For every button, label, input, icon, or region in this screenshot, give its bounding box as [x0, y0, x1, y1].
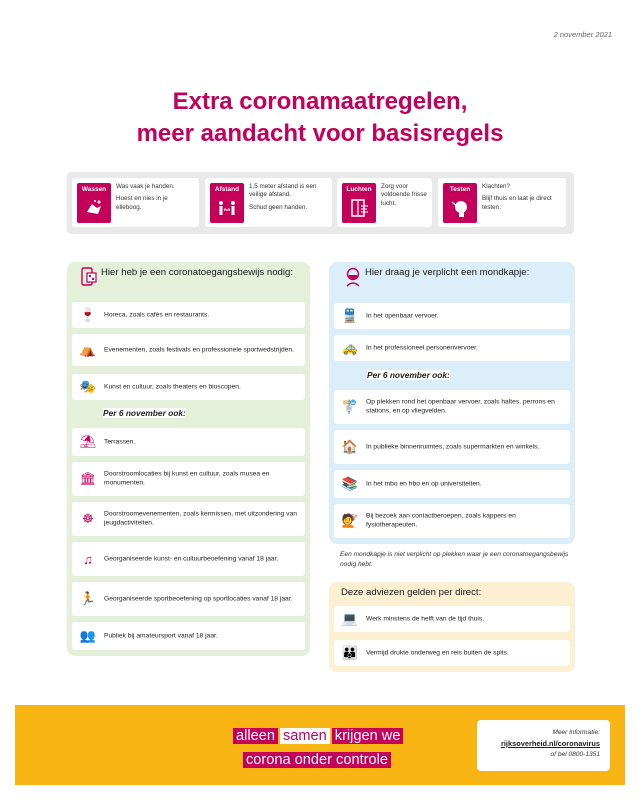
list-item [334, 606, 570, 632]
list-item [72, 622, 305, 650]
item-text: Vermijd drukte onderweg en reis buiten de spits. [366, 649, 509, 657]
item-text: Bij bezoek aan contactberoepen, zoals kappers en fysiotherapeuten. [366, 512, 516, 529]
title-line-2: meer aandacht voor basisregels [136, 120, 504, 147]
bus-stop-icon: 🚏 [341, 399, 359, 414]
item-text: In publieke binnenruimtes, zoals supermarkten en winkels. [366, 443, 540, 451]
museum-icon: 🏛 [79, 471, 97, 486]
item-text: Doorstroomevenementen, zoals kermissen, met uitzondering van jeugdactiviteiten. [104, 510, 297, 527]
window-icon [342, 183, 376, 223]
item-text: In het professioneel personenvervoer. [366, 344, 478, 352]
taxi-icon: 🚕 [341, 340, 359, 355]
rule-line: Klachten? [482, 183, 511, 190]
basic-rules-strip [67, 172, 574, 234]
running-person-icon: 🏃 [79, 591, 97, 606]
list-item [72, 302, 305, 328]
rule-card-wassen [72, 178, 199, 227]
face-mask-heading [365, 267, 565, 279]
shop-icon: 🏠 [341, 439, 359, 454]
rule-card-testen [438, 178, 566, 227]
rule-card-luchten [337, 178, 432, 227]
more-info-box [477, 720, 610, 771]
list-item [334, 430, 570, 464]
distance-icon [210, 183, 244, 223]
books-icon: 📚 [341, 476, 359, 491]
rule-text [482, 183, 560, 216]
theater-masks-icon: 🎭 [79, 379, 97, 394]
page-title [0, 86, 640, 150]
list-item [334, 303, 570, 329]
list-item [334, 335, 570, 361]
laptop-home-icon: 💻 [341, 611, 359, 626]
mask-exemption-note: Een mondkapje is niet verplicht op plekken waar je een coronatoegangsbewijs nodig hebt. [340, 551, 569, 568]
right-subheading: Per 6 november ook: [367, 370, 450, 380]
info-phone: of bel 0800-1351 [550, 751, 600, 758]
rule-line: Zorg voor voldoende frisse lucht. [381, 183, 427, 207]
ferris-wheel-icon: ☸ [82, 511, 94, 526]
list-item [72, 374, 305, 400]
slogan-word: samen [280, 728, 330, 744]
phone-qr-icon [81, 267, 97, 287]
item-text: Georganiseerde sportbeoefening op sportlocaties vanaf 18 jaar. [104, 595, 293, 603]
train-icon: 🚆 [341, 308, 359, 323]
rule-text [116, 183, 194, 216]
list-item [334, 390, 570, 424]
list-item [334, 640, 570, 666]
list-item [72, 462, 305, 496]
item-text: Doorstroomlocaties bij kunst en cultuur, zoals musea en monumenten. [104, 470, 270, 487]
rule-text [381, 183, 427, 212]
list-item [334, 470, 570, 498]
rule-name: Testen [449, 186, 471, 193]
heading-text: Hier heb je een coronatoegangsbewijs nodig: [101, 267, 294, 278]
rule-card-afstand [205, 178, 332, 227]
hairdresser-icon: 💇 [341, 513, 359, 528]
wine-glass-icon: 🍷 [79, 307, 97, 322]
rule-line: Schud geen handen. [249, 203, 308, 211]
item-text: In het openbaar vervoer. [366, 312, 439, 320]
item-text: Evenementen, zoals festivals en professionele sportwedstrijden. [104, 346, 294, 354]
item-text: Georganiseerde kunst- en cultuurbeoefening vanaf 18 jaar. [104, 555, 279, 563]
list-item [72, 582, 305, 616]
publication-date: 2 november 2021 [553, 30, 612, 39]
item-text: Terrassen. [104, 438, 136, 446]
list-item [334, 504, 570, 538]
info-label: Meer informatie: [552, 729, 600, 736]
slogan-line-1 [233, 726, 405, 746]
rule-name: Wassen [81, 186, 107, 193]
hand-washing-icon [77, 183, 111, 223]
list-item [72, 502, 305, 536]
item-text: Horeca, zoals cafés en restaurants. [104, 311, 210, 319]
rule-line: Was vaak je handen. [116, 183, 175, 190]
footer-banner [15, 705, 625, 785]
item-text: Op plekken rond het openbaar vervoer, zoals haltes, perrons en stations, en op vliegvelden. [366, 398, 555, 415]
left-subheading: Per 6 november ook: [103, 408, 186, 418]
list-item [72, 334, 305, 366]
music-note-icon: ♫ [83, 551, 93, 567]
info-link[interactable]: rijksoverheid.nl/coronavirus [501, 739, 600, 748]
rule-line: Hoest en nies in je elleboog. [116, 195, 168, 211]
slogan-word: corona onder controle [243, 752, 391, 768]
circus-tent-icon: ⛺ [79, 342, 97, 357]
item-text: Werk minstens de helft van de tijd thuis. [366, 615, 485, 623]
list-item [72, 428, 305, 456]
list-item [72, 542, 305, 576]
audience-icon: 👥 [79, 628, 97, 643]
access-pass-heading [101, 267, 301, 279]
face-mask-icon [345, 267, 361, 287]
rule-name: Afstand [214, 186, 240, 193]
item-text: Publiek bij amateursport vanaf 18 jaar. [104, 632, 218, 640]
heading-text: Hier draag je verplicht een mondkapje: [365, 267, 530, 278]
rule-name: Luchten [346, 186, 372, 193]
title-line-1: Extra coronamaatregelen, [172, 88, 468, 115]
rule-line: Blijf thuis en laat je direct testen. [482, 195, 552, 211]
rule-line: 1,5 meter afstand is een veilige afstand. [249, 183, 317, 199]
terrace-icon: ⛱ [79, 434, 97, 449]
rule-text [249, 183, 327, 216]
crowd-icon: 👪 [341, 645, 359, 660]
item-text: In het mbo en hbo en op universiteiten. [366, 480, 482, 488]
test-swab-icon [443, 183, 477, 223]
slogan-word: krijgen we [332, 728, 404, 744]
advice-heading: Deze adviezen gelden per direct: [341, 587, 482, 598]
slogan-line-2 [243, 750, 393, 770]
slogan-word: alleen [233, 728, 278, 744]
item-text: Kunst en cultuur, zoals theaters en bioscopen. [104, 383, 241, 391]
